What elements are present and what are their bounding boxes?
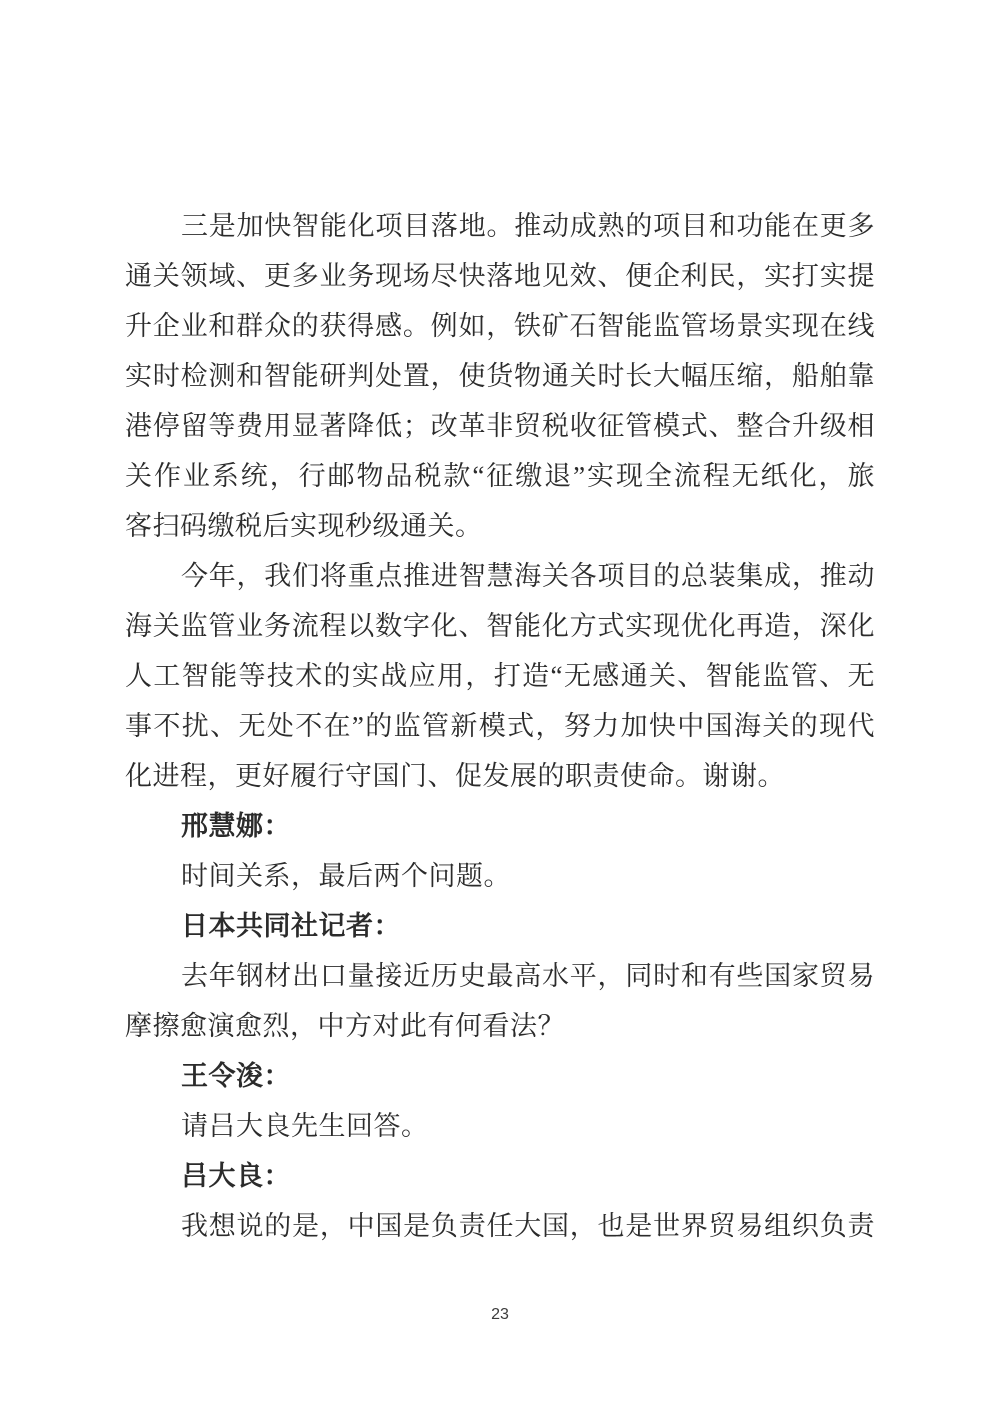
speaker-heading: 王令浚： [181, 1061, 291, 1091]
text-line: 通关领域、更多业务现场尽快落地见效、便企利民，实打实提 [125, 261, 875, 291]
document-body [125, 201, 875, 1251]
text-line: 化进程，更好履行守国门、促发展的职责使命。谢谢。 [125, 761, 785, 791]
speaker-heading: 邢慧娜： [181, 811, 291, 841]
text-line: 人工智能等技术的实战应用，打造“无感通关、智能监管、无 [125, 661, 875, 691]
text-line: 请吕大良先生回答。 [181, 1111, 429, 1141]
text-line: 今年，我们将重点推进智慧海关各项目的总装集成，推动 [181, 561, 875, 591]
text-line: 港停留等费用显著降低；改革非贸税收征管模式、整合升级相 [125, 411, 875, 441]
text-line: 关作业系统，行邮物品税款“征缴退”实现全流程无纸化，旅 [125, 461, 875, 491]
text-line: 摩擦愈演愈烈，中方对此有何看法？ [125, 1011, 565, 1041]
text-line: 时间关系，最后两个问题。 [181, 861, 511, 891]
text-line: 去年钢材出口量接近历史最高水平，同时和有些国家贸易 [181, 961, 875, 991]
speaker-heading: 吕大良： [181, 1161, 291, 1191]
text-line: 事不扰、无处不在”的监管新模式，努力加快中国海关的现代 [125, 711, 875, 741]
text-line: 我想说的是，中国是负责任大国，也是世界贸易组织负责 [181, 1211, 875, 1241]
text-line: 客扫码缴税后实现秒级通关。 [125, 511, 483, 541]
text-line: 实时检测和智能研判处置，使货物通关时长大幅压缩，船舶靠 [125, 361, 875, 391]
page-number: 23 [491, 1306, 509, 1323]
speaker-heading: 日本共同社记者： [181, 911, 401, 941]
text-line: 升企业和群众的获得感。例如，铁矿石智能监管场景实现在线 [125, 311, 875, 341]
text-line: 三是加快智能化项目落地。推动成熟的项目和功能在更多 [181, 211, 875, 241]
text-line: 海关监管业务流程以数字化、智能化方式实现优化再造，深化 [125, 611, 875, 641]
